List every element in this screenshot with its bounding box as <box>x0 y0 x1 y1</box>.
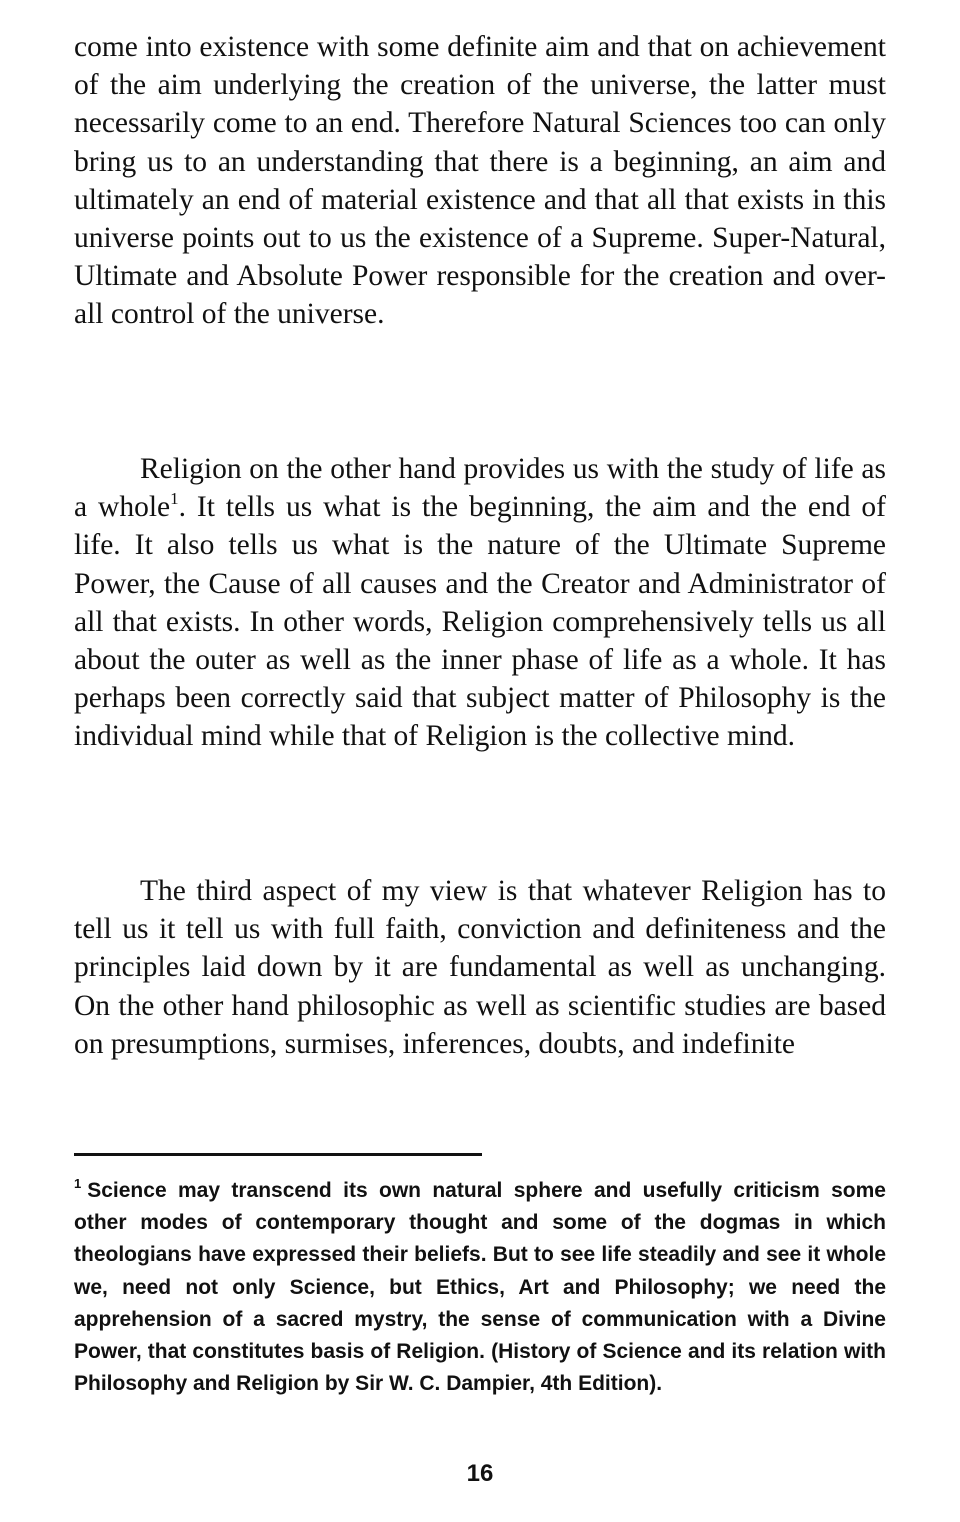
paragraph-continued: come into existence with some definite aim and that on achievement of the aim underlying the creation of the universe, the latter must necessarily come to an end. Therefore Natural Sciences too can only bring us to an understanding that there is a beginning, an aim and ultimately an end of material existence and that all that exists in this universe points out to us the existence of a Supreme. Super-Natural, Ultimate and Absolute Power responsible for the creation and over-all control of the universe. <box>74 31 886 331</box>
footnote-divider <box>74 1153 482 1156</box>
paragraph-text: Religion on the other hand provides us with the study of life as a whole <box>74 453 886 524</box>
footnote-marker: 1 <box>74 1176 82 1191</box>
page-number: 16 <box>466 1460 494 1487</box>
footnote-text: Science may transcend its own natural sphere and usefully criticism some other modes of contemporary thought and some of the dogmas in which theologians have expressed their beliefs. But to see life steadily and see it whole we, need not only Science, but Ethics, Art and Philosophy; we need the apprehension of a sacred mystry, the sense of communication with a Divine Power, that constitutes basis of Religion. (History of Science and its relation with Philosophy and Religion by Sir W. C. Dampier, 4th Edition). <box>74 1179 886 1396</box>
paragraph-text: . It tells us what is the beginning, the aim and the end of life. It also tells us what is the nature of the Ultimate Supreme Power, the Cause of all causes and the Creator and Administrator of all that exists. In other words, Religion comprehensively tells us all about the outer as well as the inner phase of life as a whole. It has perhaps been correctly said that subject matter of Philosophy is the individual mind while that of Religion is the collective mind. <box>74 491 886 753</box>
footnote-reference: 1 <box>170 489 179 509</box>
paragraph-religion-study <box>74 450 886 756</box>
footnote <box>74 1175 886 1400</box>
paragraph-third-aspect: The third aspect of my view is that whatever Religion has to tell us it tell us with full faith, conviction and definiteness and the principles laid down by it are fundamental as well as unchanging. On the other hand philosophic as well as scientific studies are based on presumptions, surmises, inferences, doubts, and indefinite <box>74 875 886 1060</box>
